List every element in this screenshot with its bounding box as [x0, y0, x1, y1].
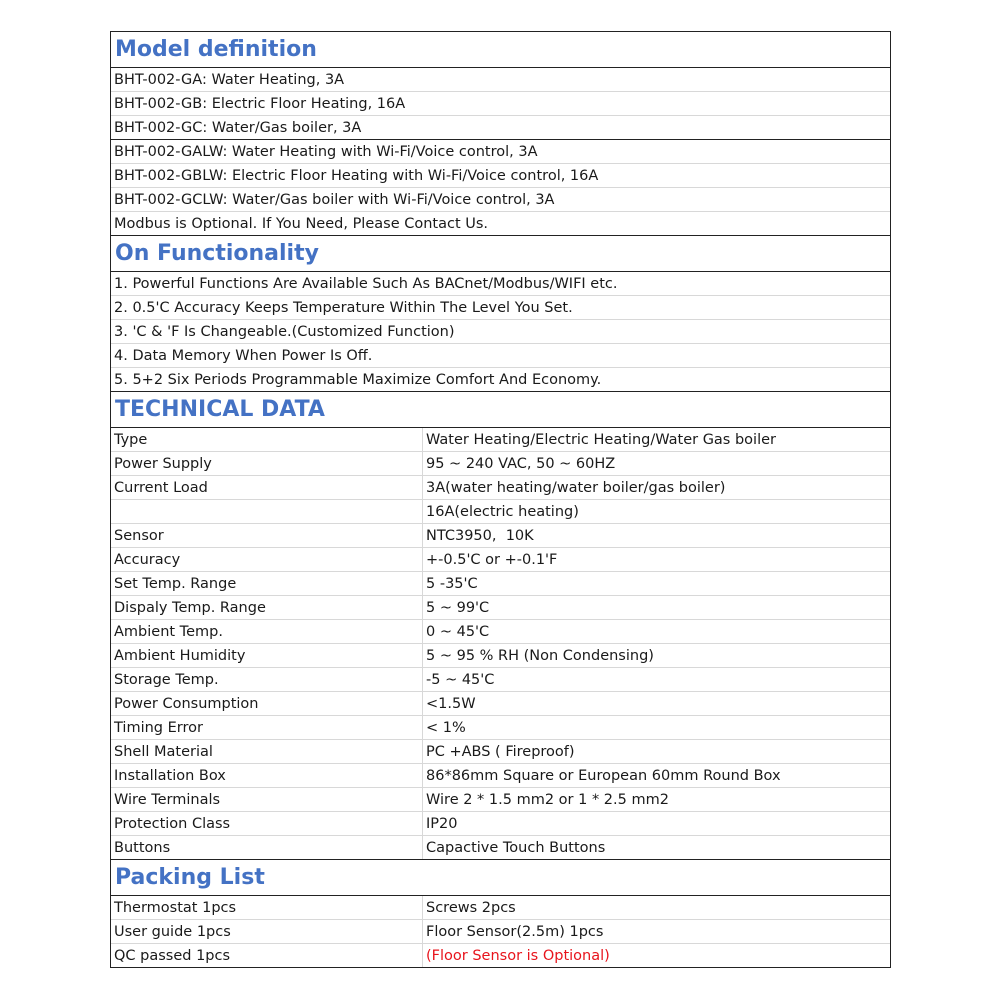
tech-row-buttons [111, 836, 890, 860]
tech-label: Storage Temp. [111, 668, 423, 691]
tech-label: Type [111, 428, 423, 451]
tech-value: 5 ~ 99'C [426, 600, 490, 616]
tech-row-power-supply [111, 452, 890, 476]
tech-value: 3A(water heating/water boiler/gas boiler) [426, 480, 726, 496]
tech-value: 0 ~ 45'C [426, 624, 490, 640]
tech-label: Shell Material [111, 740, 423, 763]
tech-value: < 1% [426, 720, 466, 736]
tech-value: Capactive Touch Buttons [426, 840, 606, 856]
tech-value: 16A(electric heating) [426, 504, 579, 520]
tech-value: +-0.5'C or +-0.1'F [426, 552, 558, 568]
model-row: BHT-002-GBLW: Electric Floor Heating with Wi-Fi/Voice control, 16A [111, 164, 890, 188]
tech-value: 86*86mm Square or European 60mm Round Box [426, 768, 781, 784]
tech-row-power-consumption [111, 692, 890, 716]
tech-value: 95 ~ 240 VAC, 50 ~ 60HZ [426, 456, 616, 472]
tech-row-protection-class [111, 812, 890, 836]
model-row: BHT-002-GB: Electric Floor Heating, 16A [111, 92, 890, 116]
tech-row-set-temp [111, 572, 890, 596]
tech-value: Wire 2 * 1.5 mm2 or 1 * 2.5 mm2 [426, 792, 669, 808]
tech-row-ambient-temp [111, 620, 890, 644]
tech-value: IP20 [426, 816, 458, 832]
function-row: 1. Powerful Functions Are Available Such As BACnet/Modbus/WIFI etc. [111, 272, 890, 296]
packing-list-heading: Packing List [111, 860, 890, 896]
tech-label: Set Temp. Range [111, 572, 423, 595]
tech-value: 5 -35'C [426, 576, 478, 592]
functionality-heading: On Functionality [111, 236, 890, 272]
tech-label [111, 500, 423, 523]
packing-item: Screws 2pcs [426, 900, 516, 916]
packing-row [111, 944, 890, 968]
tech-label: Timing Error [111, 716, 423, 739]
tech-label: Ambient Humidity [111, 644, 423, 667]
tech-value: -5 ~ 45'C [426, 672, 495, 688]
tech-label: Power Consumption [111, 692, 423, 715]
tech-row-accuracy [111, 548, 890, 572]
tech-value: NTC3950, 10K [426, 528, 534, 544]
tech-row-wire-terminals [111, 788, 890, 812]
tech-label: Ambient Temp. [111, 620, 423, 643]
tech-value: <1.5W [426, 696, 476, 712]
packing-item: Thermostat 1pcs [111, 896, 423, 919]
tech-label: Protection Class [111, 812, 423, 835]
tech-row-sensor [111, 524, 890, 548]
tech-value: 5 ~ 95 % RH (Non Condensing) [426, 648, 654, 664]
tech-row-current-load [111, 476, 890, 500]
tech-row-type [111, 428, 890, 452]
function-row: 5. 5+2 Six Periods Programmable Maximize Comfort And Economy. [111, 368, 890, 392]
technical-data-heading: TECHNICAL DATA [111, 392, 890, 428]
tech-row-ambient-humidity [111, 644, 890, 668]
packing-item: Floor Sensor(2.5m) 1pcs [426, 924, 604, 940]
tech-row-timing-error [111, 716, 890, 740]
tech-label: Sensor [111, 524, 423, 547]
tech-label: Power Supply [111, 452, 423, 475]
model-row: BHT-002-GC: Water/Gas boiler, 3A [111, 116, 890, 140]
tech-label: Accuracy [111, 548, 423, 571]
function-row: 2. 0.5'C Accuracy Keeps Temperature Within The Level You Set. [111, 296, 890, 320]
tech-label: Wire Terminals [111, 788, 423, 811]
tech-row-display-temp [111, 596, 890, 620]
tech-row-installation-box [111, 764, 890, 788]
packing-row [111, 896, 890, 920]
model-row: BHT-002-GCLW: Water/Gas boiler with Wi-Fi/Voice control, 3A [111, 188, 890, 212]
tech-row-shell-material [111, 740, 890, 764]
packing-item: QC passed 1pcs [111, 944, 423, 967]
tech-label: Dispaly Temp. Range [111, 596, 423, 619]
model-row: BHT-002-GA: Water Heating, 3A [111, 68, 890, 92]
packing-item: User guide 1pcs [111, 920, 423, 943]
function-row: 4. Data Memory When Power Is Off. [111, 344, 890, 368]
tech-row-storage-temp [111, 668, 890, 692]
function-row: 3. 'C & 'F Is Changeable.(Customized Function) [111, 320, 890, 344]
spec-sheet [110, 31, 891, 968]
packing-row [111, 920, 890, 944]
tech-label: Installation Box [111, 764, 423, 787]
modbus-note: Modbus is Optional. If You Need, Please Contact Us. [111, 212, 890, 236]
model-definition-heading: Model definition [111, 32, 890, 68]
tech-label: Current Load [111, 476, 423, 499]
floor-sensor-optional-note: (Floor Sensor is Optional) [426, 948, 610, 964]
tech-label: Buttons [111, 836, 423, 859]
tech-row-current-load-2 [111, 500, 890, 524]
model-row: BHT-002-GALW: Water Heating with Wi-Fi/Voice control, 3A [111, 140, 890, 164]
tech-value: Water Heating/Electric Heating/Water Gas boiler [426, 432, 776, 448]
tech-value: PC +ABS ( Fireproof) [426, 744, 575, 760]
